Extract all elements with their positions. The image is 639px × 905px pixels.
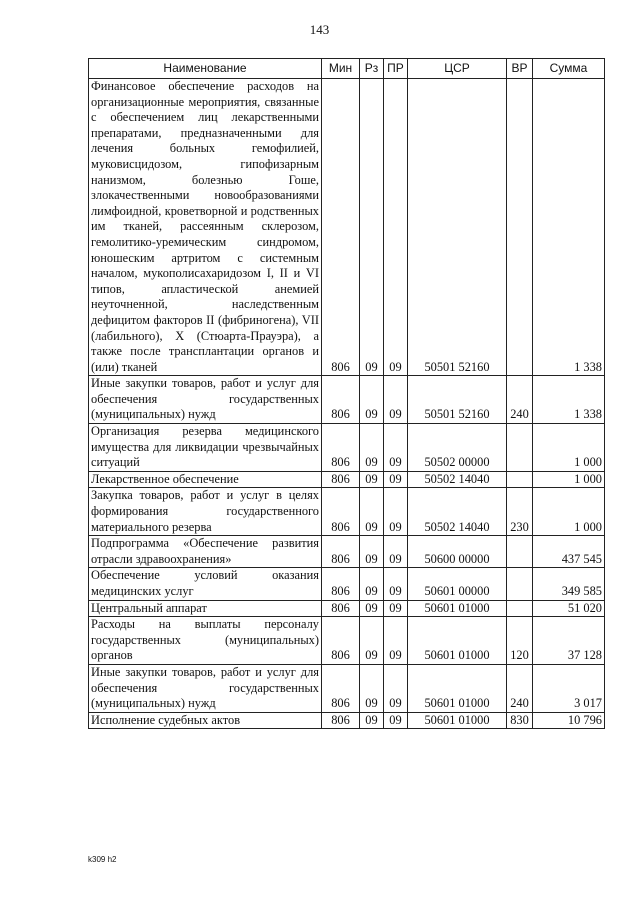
table-header-row [89,59,605,79]
cell-csr: 50601 01000 [408,712,507,729]
cell-sum: 1 000 [533,488,605,536]
footer-code: k309 h2 [88,855,117,864]
cell-pr: 09 [384,424,408,472]
cell-sum: 10 796 [533,712,605,729]
cell-csr: 50502 14040 [408,471,507,488]
cell-name: Иные закупки товаров, работ и услуг для обеспечения государственных (муниципальных) нужд [89,376,322,424]
cell-min: 806 [322,424,360,472]
table-row [89,617,605,665]
cell-vr: 240 [507,664,533,712]
col-header-csr: ЦСР [408,59,507,79]
cell-csr: 50501 52160 [408,376,507,424]
cell-pr: 09 [384,617,408,665]
budget-table [88,58,605,729]
cell-csr: 50601 00000 [408,568,507,600]
cell-rz: 09 [360,664,384,712]
cell-rz: 09 [360,536,384,568]
cell-rz: 09 [360,376,384,424]
cell-rz: 09 [360,617,384,665]
table-row [89,488,605,536]
cell-pr: 09 [384,536,408,568]
cell-sum: 3 017 [533,664,605,712]
col-header-name: Наименование [89,59,322,79]
cell-min: 806 [322,568,360,600]
cell-csr: 50601 01000 [408,664,507,712]
cell-pr: 09 [384,471,408,488]
table-row [89,664,605,712]
col-header-rz: Рз [360,59,384,79]
table-row [89,712,605,729]
cell-pr: 09 [384,712,408,729]
cell-sum: 1 000 [533,424,605,472]
cell-vr: 830 [507,712,533,729]
table-body [89,79,605,729]
cell-vr: 240 [507,376,533,424]
cell-vr [507,471,533,488]
cell-csr: 50601 01000 [408,600,507,617]
cell-min: 806 [322,600,360,617]
cell-sum: 51 020 [533,600,605,617]
cell-rz: 09 [360,712,384,729]
cell-rz: 09 [360,79,384,376]
cell-name: Финансовое обеспечение расходов на организационные мероприятия, связанные с обеспечением лиц лекарственными препаратами, предназначенными для лечения больных гемофилией, муковисцидозом, гипофизарным нанизмом, болезнью Гоше, злокачественными новообразованиями лимфоидной, кроветворной и родственных им тканей, рассеянным склерозом, гемолитико-уремическим синдромом, юношеским артритом с системным началом, мукополисахаридозом I, II и VI типов, апластической анемией неуточненной, наследственным дефицитом факторов II (фибриногена), VII (лабильного), X (Стюарта-Прауэра), а также после трансплантации органов и (или) тканей [89,79,322,376]
table-row [89,79,605,376]
cell-pr: 09 [384,79,408,376]
cell-min: 806 [322,536,360,568]
cell-csr: 50501 52160 [408,79,507,376]
table-row [89,376,605,424]
cell-name: Расходы на выплаты персоналу государственных (муниципальных) органов [89,617,322,665]
table-row [89,568,605,600]
cell-sum: 437 545 [533,536,605,568]
cell-min: 806 [322,79,360,376]
cell-pr: 09 [384,664,408,712]
cell-csr: 50502 00000 [408,424,507,472]
cell-rz: 09 [360,600,384,617]
cell-csr: 50502 14040 [408,488,507,536]
cell-vr [507,79,533,376]
col-header-pr: ПР [384,59,408,79]
cell-vr: 120 [507,617,533,665]
cell-csr: 50600 00000 [408,536,507,568]
cell-vr [507,424,533,472]
col-header-sum: Сумма [533,59,605,79]
table-row [89,471,605,488]
col-header-min: Мин [322,59,360,79]
cell-name: Подпрограмма «Обеспечение развития отрасли здравоохранения» [89,536,322,568]
table-row [89,600,605,617]
cell-min: 806 [322,664,360,712]
cell-sum: 349 585 [533,568,605,600]
cell-sum: 1 338 [533,376,605,424]
col-header-vr: ВР [507,59,533,79]
cell-min: 806 [322,488,360,536]
cell-min: 806 [322,471,360,488]
cell-name: Организация резерва медицинского имущества для ликвидации чрезвычайных ситуаций [89,424,322,472]
cell-min: 806 [322,376,360,424]
cell-csr: 50601 01000 [408,617,507,665]
cell-vr [507,536,533,568]
cell-name: Иные закупки товаров, работ и услуг для обеспечения государственных (муниципальных) нужд [89,664,322,712]
cell-vr: 230 [507,488,533,536]
cell-pr: 09 [384,600,408,617]
cell-name: Лекарственное обеспечение [89,471,322,488]
cell-name: Закупка товаров, работ и услуг в целях формирования государственного материального резерва [89,488,322,536]
page-number: 143 [309,22,330,37]
cell-pr: 09 [384,568,408,600]
table-row [89,424,605,472]
cell-sum: 1 000 [533,471,605,488]
table-row [89,536,605,568]
cell-vr [507,568,533,600]
cell-name: Исполнение судебных актов [89,712,322,729]
cell-pr: 09 [384,376,408,424]
cell-sum: 37 128 [533,617,605,665]
cell-sum: 1 338 [533,79,605,376]
cell-rz: 09 [360,568,384,600]
cell-rz: 09 [360,471,384,488]
cell-pr: 09 [384,488,408,536]
cell-name: Обеспечение условий оказания медицинских услуг [89,568,322,600]
cell-min: 806 [322,617,360,665]
cell-name: Центральный аппарат [89,600,322,617]
cell-rz: 09 [360,488,384,536]
cell-vr [507,600,533,617]
cell-min: 806 [322,712,360,729]
cell-rz: 09 [360,424,384,472]
